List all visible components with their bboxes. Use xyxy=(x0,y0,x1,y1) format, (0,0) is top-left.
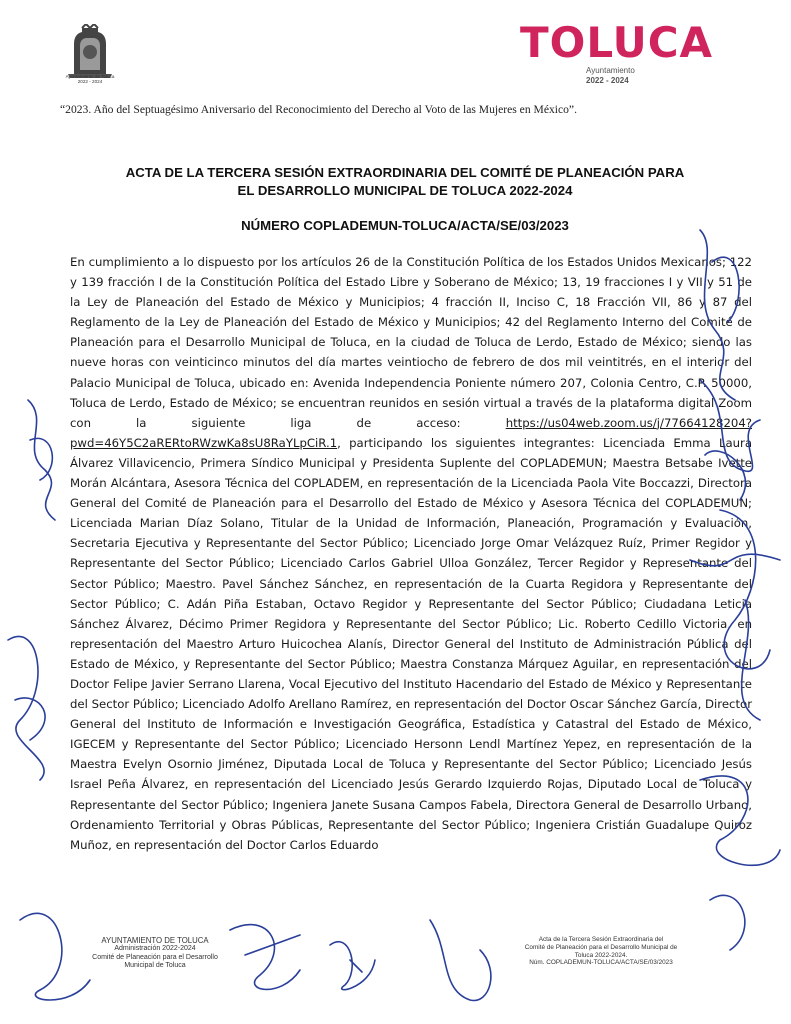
signature-bottom-right xyxy=(430,920,491,1000)
seal-caption-line: 2022 - 2024 xyxy=(77,79,103,85)
footer-left-block xyxy=(70,937,240,971)
footer-left-line: Municipal de Toluca xyxy=(124,962,186,970)
seal-caption xyxy=(52,74,128,85)
footer-right-block xyxy=(496,936,706,967)
footer-left-line: Administración 2022-2024 xyxy=(114,945,196,953)
body-text-part-2: , participando los siguientes integrantes: Licenciada Emma Laura Álvarez Villavicencio, Primera Síndico Municipal y Presidenta Suplente del COPLADEMUN; Maestra Betsabe Ivette Morán Alcántara, Asesora Técnica del COPLADEM, en representación de la Licenciada Paola Vite Boccazzi, Directora General del Comité de Planeación para el Desarrollo del Estado de México y Asesora Técnica del COPLADEMUN; Licenciada Marian Díaz Solano, Titular de la Unidad de Información, Planeación, Programación y Evaluación, Secretaria Ejecutiva y Representante del Sector Público; Licenciado Jorge Omar Velázquez Ruíz, Primer Regidor y Representante del Sector Público; Licenciado Carlos Gabriel Ulloa González, Tercer Regidor y Representante del Sector Público; Maestro. Pavel Sánchez Sánchez, en representación de la Cuarta Regidora y Representante del Sector Público; C. Adán Piña Estaban, Octavo Regidor y Representante del Sector Público; Ciudadana Leticia Sánchez Álvarez, Décimo Primer Regidora y Representante del Sector Público; Lic. Roberto Cedillo Victoria, en representación del Maestro Arturo Huicochea Alanís, Director General del Instituto de Administración Pública del Estado de México, y Representante del Sector Público; Maestra Constanza Márquez Aguilar, en representación del Doctor Felipe Javier Serrano Llarena, Vocal Ejecutivo del Instituto Hacendario del Estado de México y Representante del Sector Público; Licenciado Adolfo Arellano Ramírez, en representación del Doctor Oscar Sánchez García, Director General del Instituto de Información e Investigación Geográfica, Estadística y Catastral del Estado de México, IGECEM y Representante del Sector Público; Licenciado Hersonn Lendl Martínez Yepez, en representación de la Maestra Evelyn Osornio Jiménez, Diputada Local de Toluca y Representante del Sector Público; Licenciado Jesús Israel Peña Álvarez, en representación del Licenciado Jesús Gerardo Izquierdo Rojas, Diputado Local de Toluca y Representante del Sector Público; Ingeniera Janete Susana Campos Fabela, Directora General de Desarrollo Urbano, Ordenamiento Territorial y Obras Públicas, Representante del Sector Público; Ingeniera Cristián Guadalupe Quiroz Muñoz, en representación del Doctor Carlos Eduardo xyxy=(70,435,752,852)
signature-left-lower xyxy=(8,636,45,780)
signature-left-upper xyxy=(28,400,55,520)
footer-left-line: AYUNTAMIENTO DE TOLUCA xyxy=(101,936,209,945)
footer-right-line: Comité de Planeación para el Desarrollo Municipal de xyxy=(524,943,678,951)
document-body xyxy=(70,252,752,855)
signature-bottom-center xyxy=(330,942,375,990)
signature-bottom-left-mid xyxy=(230,925,300,990)
footer-right-line: Acta de la Tercera Sesión Extraordinaria del xyxy=(538,936,664,943)
logo-years: 2022 - 2024 xyxy=(586,76,629,85)
footer-left-line: Comité de Planeación para el Desarrollo xyxy=(92,953,218,961)
logo-subtitle: Ayuntamiento xyxy=(586,66,635,75)
document-number: NÚMERO COPLADEMUN-TOLUCA/ACTA/SE/03/2023 xyxy=(241,218,569,233)
zoom-link[interactable]: https://us04web.zoom.us/j/77664128204?pwd=46Y5C2aRERtoRWzwKa8sU8RaYLpCiR.1 xyxy=(70,415,752,450)
seal-caption-line: Ayuntamiento de Toluca xyxy=(65,74,115,79)
municipal-seal-icon xyxy=(60,24,120,78)
footer-right-line: Núm. COPLADEMUN-TOLUCA/ACTA/SE/03/2023 xyxy=(529,959,673,967)
body-paragraph xyxy=(70,252,752,855)
year-slogan: “2023. Año del Septuagésimo Aniversario del Reconocimiento del Derecho al Voto de las Mujeres en México”. xyxy=(60,103,577,116)
document-title-line-1: ACTA DE LA TERCERA SESIÓN EXTRAORDINARIA DEL COMITÉ DE PLANEACIÓN PARA xyxy=(125,165,685,180)
document-title-line-2: EL DESARROLLO MUNICIPAL DE TOLUCA 2022-2024 xyxy=(237,183,573,198)
body-text-part-1: En cumplimiento a lo dispuesto por los artículos 26 de la Constitución Política de los Estados Unidos Mexicanos; 122 y 139 fracción I de la Constitución Política del Estado Libre y Soberano de México; 13, 19 fracciones I y VII y 51 de la Ley de Planeación del Estado de México y Municipios; 4 fracción II, Inciso C, 18 Fracción VII, 86 y 87 del Reglamento de la Ley de Planeación del Estado de México y Municipios; 42 del Reglamento Interno del Comité de Planeación para el Desarrollo Municipal de Toluca, en la ciudad de Toluca de Lerdo, Estado de México; siendo las nueve horas con veinticinco minutos del día martes veintiocho de febrero de dos mil veintitrés, en el interior del Palacio Municipal de Toluca, ubicado en: Avenida Independencia Poniente número 207, Colonia Centro, C.P. 50000, Toluca de Lerdo, Estado de México; se encuentran reunidos en sesión virtual a través de la plataforma digital Zoom con la siguiente liga de acceso: xyxy=(70,255,752,430)
footer-right-line: Toluca 2022-2024. xyxy=(574,951,628,959)
toluca-logo: TOLUCA xyxy=(520,18,714,67)
